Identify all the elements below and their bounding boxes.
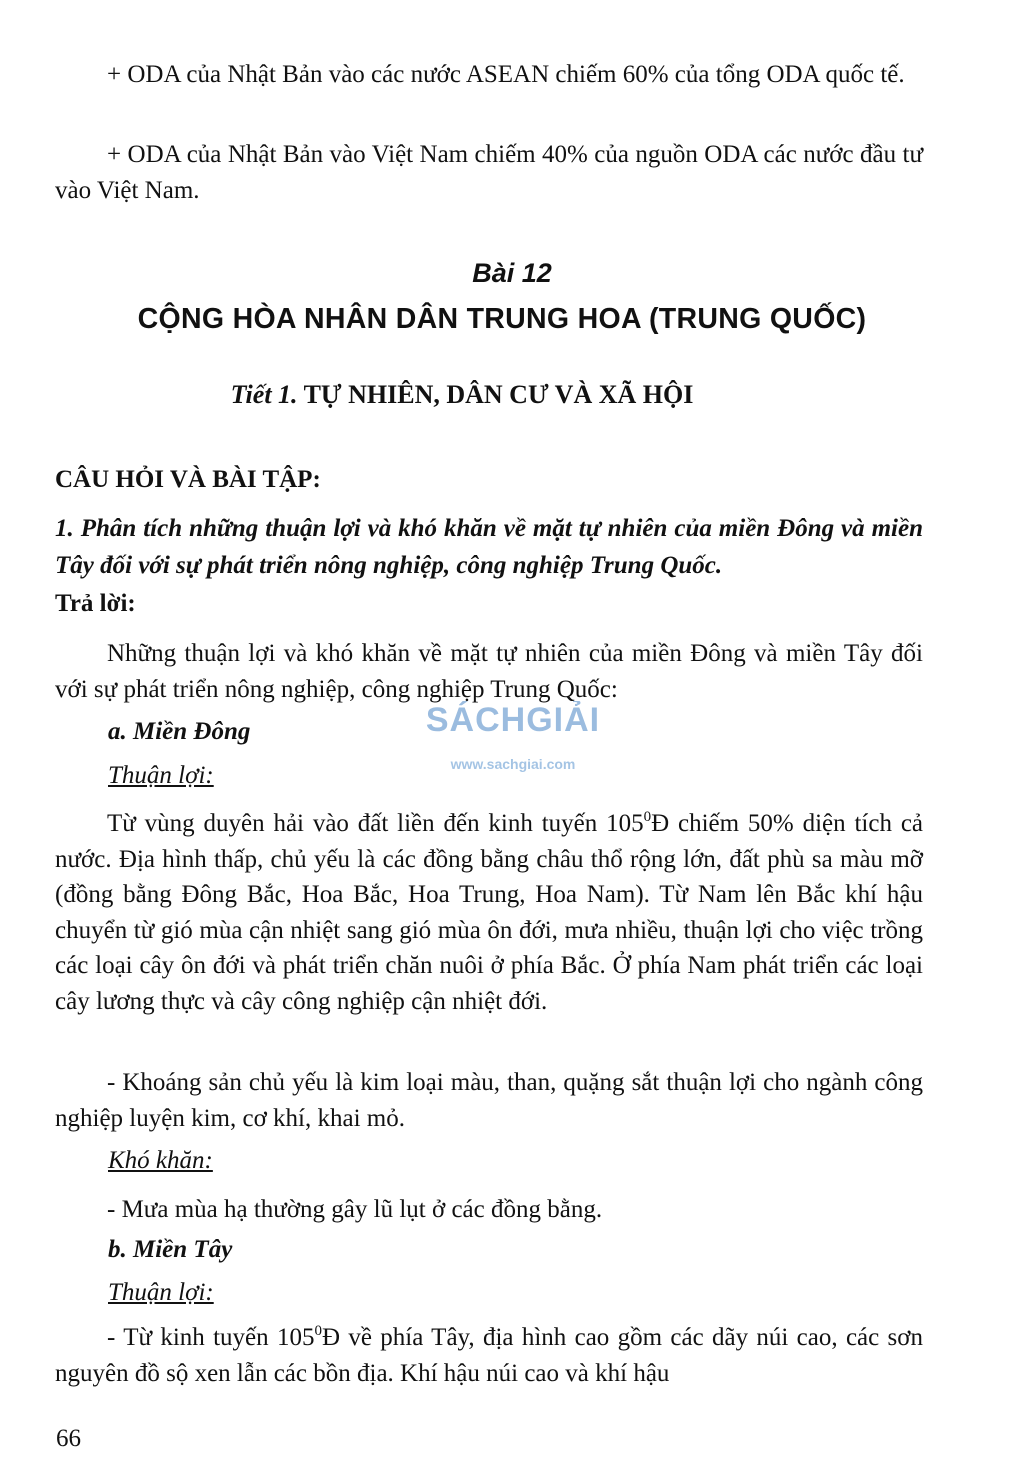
intro-paragraph-2: + ODA của Nhật Bản vào Việt Nam chiếm 40% của nguồn ODA các nước đầu tư vào Việt Nam. — [55, 141, 923, 204]
answer-intro: Những thuận lợi và khó khăn về mặt tự nhiên của miền Đông và miền Tây đối với sự phát triển nông nghiệp, công nghiệp Trung Quốc: — [55, 640, 923, 703]
answer-label: Trả lời: — [55, 590, 136, 617]
lesson-title: CỘNG HÒA NHÂN DÂN TRUNG HOA (TRUNG QUỐC) — [137, 303, 867, 335]
watermark-logo: SÁCHGIẢI — [425, 701, 601, 739]
east-p1-degree: 0 — [643, 809, 652, 825]
east-heading: a. Miền Đông — [108, 718, 251, 745]
east-advantages-text: Thuận lợi: — [108, 762, 214, 789]
east-difficulties-label — [108, 1147, 213, 1175]
section-heading: CÂU HỎI VÀ BÀI TẬP: — [55, 466, 321, 493]
east-paragraph-2: - Khoáng sản chủ yếu là kim loại màu, than, quặng sắt thuận lợi cho ngành công nghiệp luyện kim, cơ khí, khai mỏ. — [55, 1069, 923, 1132]
sachgiai-watermark — [408, 700, 618, 772]
period-prefix: Tiết 1. — [230, 380, 298, 409]
page-number: 66 — [56, 1425, 81, 1452]
period-title: TỰ NHIÊN, DÂN CƯ VÀ XÃ HỘI — [303, 380, 694, 409]
east-difficulties-text: Khó khăn: — [108, 1147, 213, 1174]
east-paragraph-3: - Mưa mùa hạ thường gây lũ lụt ở các đồng bằng. — [107, 1196, 603, 1223]
east-p1-before: Từ vùng duyên hải vào đất liền đến kinh tuyến 105 — [107, 810, 644, 837]
west-p1-after: Đ về phía Tây, địa hình cao gồm các dãy núi cao, các sơn nguyên đồ sộ xen lẫn các bồn địa. Khí hậu núi cao và khí hậu — [55, 1324, 923, 1387]
question-text: 1. Phân tích những thuận lợi và khó khăn về mặt tự nhiên của miền Đông và miền Tây đối với sự phát triển nông nghiệp, công nghiệp Trung Quốc. — [55, 515, 923, 579]
west-advantages-label — [108, 1279, 214, 1307]
lesson-number: Bài 12 — [472, 258, 552, 288]
watermark-url: www.sachgiai.com — [450, 756, 576, 772]
east-p1-after: Đ chiếm 50% diện tích cả nước. Địa hình thấp, chủ yếu là các đồng bằng châu thổ rộng lớn, đất phù sa màu mỡ (đồng bằng Đông Bắc, Hoa Bắc, Hoa Trung, Hoa Nam). Từ Nam lên Bắc khí hậu chuyển từ gió mùa cận nhiệt sang gió mùa ôn đới, mưa nhiều, thuận lợi cho việc trồng các loại cây ôn đới và phát triển chăn nuôi ở phía Bắc. Ở phía Nam phát triển các loại cây lương thực và cây công nghiệp cận nhiệt đới. — [55, 810, 924, 1015]
intro-paragraph-1: + ODA của Nhật Bản vào các nước ASEAN chiếm 60% của tổng ODA quốc tế. — [107, 61, 905, 88]
east-advantages-label — [108, 762, 214, 790]
period-heading — [0, 380, 924, 410]
west-paragraph-1 — [55, 1320, 923, 1391]
east-paragraph-1 — [55, 806, 923, 1019]
west-advantages-text: Thuận lợi: — [108, 1279, 214, 1306]
west-p1-degree: 0 — [314, 1323, 322, 1339]
west-heading: b. Miền Tây — [108, 1236, 233, 1263]
west-p1-before: - Từ kinh tuyến 105 — [107, 1324, 315, 1351]
